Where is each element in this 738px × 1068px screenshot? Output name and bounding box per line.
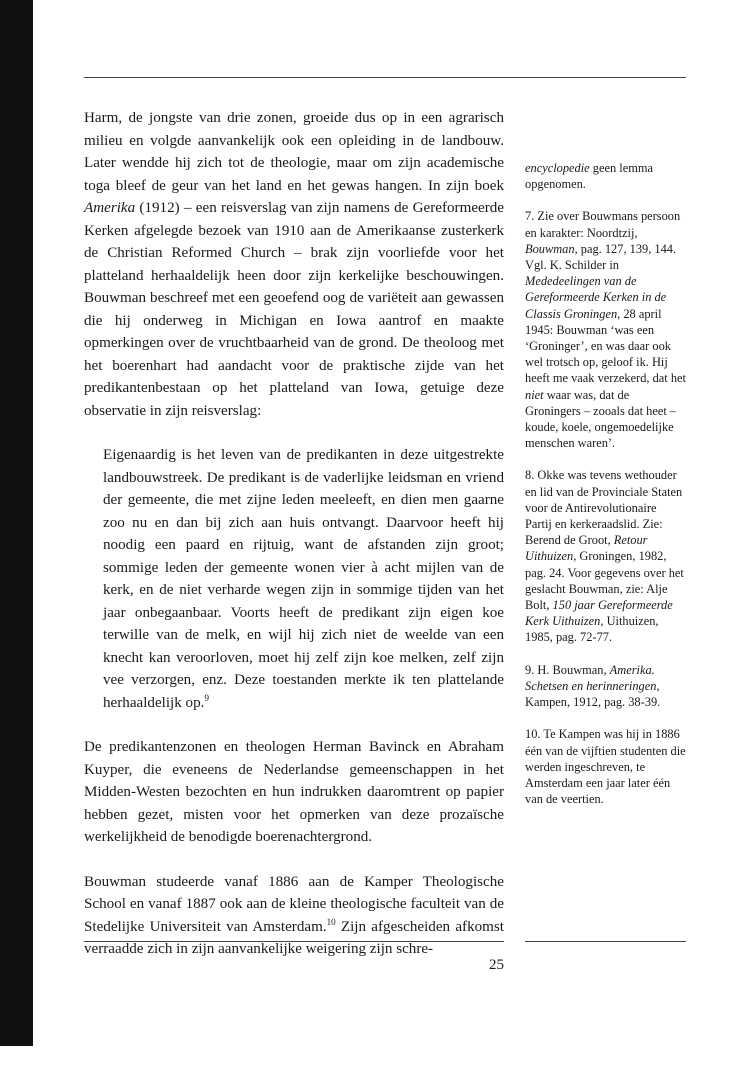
paragraph-3: Bouwman studeerde vanaf 1886 aan de Kamper Theologische School en vanaf 1887 ook aan de kleine theologische faculteit van de Stedelijke Universiteit van Amsterdam.$^{10}$ Zijn afgescheiden afkomst verraadde zich in zijn aanvankelijke weigering zijn schre- [84, 873, 504, 957]
italic-text: Amerika. Schetsen en herinneringen [525, 662, 657, 693]
footnote-7: 7. Zie over Bouwmans persoon en karakter: Noordtzij, Bouwman, pag. 127, 139, 144. Vgl. K. Schilder in Mededeelingen van de Gereformeerde Kerken in de Classis Groningen, 28 april 1945: Bouwman ‘was een ‘Groninger’, en was daar ook wel trotsch op, geloof ik. Hij heeft me vaak verzekerd, dat het niet waar was, dat de Groningers – zooals dat heet – koude, koele, ongemoedelijke menschen waren’. [525, 209, 686, 451]
italic-text: niet [525, 387, 544, 402]
footnotes-column [525, 160, 686, 807]
footnote-marker: 10 [326, 916, 336, 927]
footnote-marker: 9 [204, 692, 209, 703]
scan-edge-shadow [0, 0, 33, 1046]
italic-text: Bouwman [525, 241, 575, 256]
header-rule [84, 77, 686, 78]
footnote-6-continued: encyclopedie geen lemma opgenomen. [525, 161, 653, 192]
footnote-9: 9. H. Bouwman, Amerika. Schetsen en herinneringen, Kampen, 1912, pag. 38-39. [525, 662, 661, 710]
footer-rule-notes [525, 941, 686, 942]
block-quote: Eigenaardig is het leven van de predikanten in deze uitgestrekte landbouwstreek. De predikant is de vaderlijke leidsman en vriend der gemeente, die met zijne leden meeleeft, en dien men gaarne zoo nu en dan bij zich aan huis ontvangt. Daarvoor heeft hij noodig een paard en rijtuig, want de afstanden zijn groot; sommige leden der gemeente wonen vier à acht mijlen van de kerk, en de niet verharde wegen zijn in sommige tijden van het jaar onbegaanbaar. Voorts heeft de predikant zijn eigen koe terwille van de melk, en wijl hij zich niet de weelde van een knecht kan veroorloven, moet hij zelf zijn koe melken, zelf zijn vee verzorgen, enz. Deze toestanden merkte ik ten plattelande herhaaldelijk op.$^9$ [103, 447, 504, 711]
italic-text: Retour Uithuizen [525, 533, 648, 564]
footer-rule-main [84, 941, 504, 942]
paragraph-2: De predikantenzonen en theologen Herman Bavinck en Abraham Kuyper, die eveneens de Nederlandse gemeenschappen in het Midden-Westen bezochten en hun indrukken daaromtrent op papier hebben gezet, misten voor het opmerken van deze prozaïsche werkelijkheid de benodigde boerenachtergrond. [84, 739, 504, 845]
paragraph-1: Harm, de jongste van drie zonen, groeide dus op in een agrarisch milieu en volgde aanvankelijk ook een opleiding in de landbouw. Later wendde hij zich tot de theologie, maar om zijn academische toga bleef de geur van het land en het gewas hangen. In zijn boek Amerika (1912) – een reisverslag van zijn namens de Gereformeerde Kerken afgelegde bezoek van 1910 aan de Amerikaanse zusterkerk de Christian Reformed Church – brak zijn voorliefde voor het platteland herhaaldelijk heen door zijn kerkelijke beschouwingen. Bouwman beschreef met een geoefend oog de variëteit aan gewassen die hij onderweg in Michigan en Iowa aantrof en maakte opmerkingen over de vruchtbaarheid van de grond. De theoloog met het boerenhart had aandacht voor de praktische zijde van het predikantenbestaan op het platteland van Iowa, getuige deze observatie in zijn reisverslag: [84, 110, 504, 419]
footnote-8: 8. Okke was tevens wethouder en lid van de Provinciale Staten voor de Antirevolutionaire Partij en kerkeraadslid. Zie: Berend de Groot, Retour Uithuizen, Groningen, 1982, pag. 24. Voor gegevens over het geslacht Bouwman, zie: Alje Bolt, 150 jaar Gereformeerde Kerk Uithuizen, Uithuizen, 1985, pag. 72-77. [525, 468, 684, 645]
italic-text: encyclopedie [525, 161, 590, 175]
italic-text: 150 jaar Gereformeerde Kerk Uithuizen [525, 598, 673, 629]
page-number: 25 [489, 957, 504, 973]
footnote-10: 10. Te Kampen was hij in 1886 één van de vijftien studenten die werden ingeschreven, te Amsterdam een jaar later één van de veertien. [525, 727, 686, 807]
main-text-column [84, 107, 504, 961]
italic-text: Amerika [84, 200, 136, 216]
italic-text: Mededeelingen van de Gereformeerde Kerken in de Classis Groningen [525, 274, 667, 321]
